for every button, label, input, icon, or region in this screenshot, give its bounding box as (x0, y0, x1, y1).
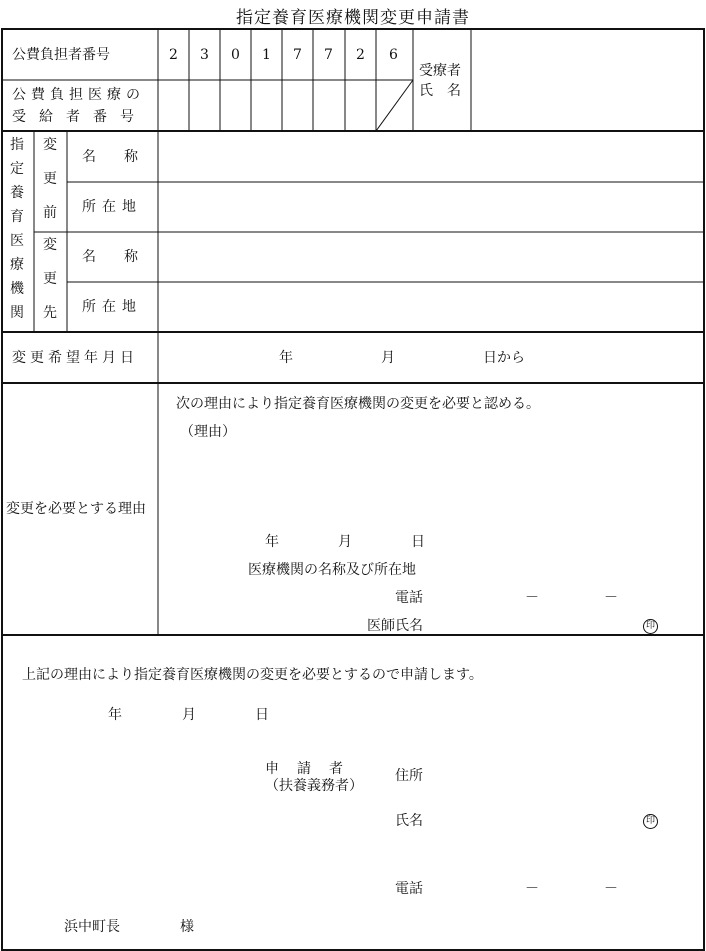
reason-intro: 次の理由により指定養育医療機関の変更を必要と認める。 (176, 396, 540, 412)
digit-1: 2 (169, 47, 178, 63)
reason-phone-dash-2: － (604, 590, 618, 606)
before-name-label: 名 称 (82, 149, 138, 165)
reason-phone-dash-1: － (525, 590, 539, 606)
application-year: 年 (108, 707, 122, 723)
reason-day: 日 (411, 534, 425, 550)
after-address-label: 所在地 (82, 299, 142, 315)
addressee: 浜中町長 (64, 919, 120, 935)
page-title: 指定養育医療機関変更申請書 (236, 8, 470, 28)
honorific: 様 (180, 919, 194, 935)
after-name-label: 名 称 (82, 249, 138, 265)
reason-year: 年 (265, 534, 279, 550)
reason-label: 変更を必要とする理由 (6, 501, 146, 517)
patient-label-2: 氏 名 (419, 83, 461, 99)
digit-7: 2 (356, 47, 365, 63)
before-address-field[interactable] (160, 183, 702, 231)
reason-phone-label: 電話 (395, 590, 423, 606)
digit-6: 7 (324, 47, 333, 63)
applicant-label: 申 請 者 (265, 761, 345, 777)
applicant-address-label: 住所 (395, 768, 423, 784)
after-address-field[interactable] (160, 283, 702, 331)
applicant-address-field[interactable] (430, 762, 690, 790)
desired-date-label: 変更希望年月日 (12, 350, 138, 366)
applicant-name-label: 氏名 (395, 813, 423, 829)
reason-paren: （理由） (180, 424, 236, 440)
before-address-label: 所在地 (82, 199, 142, 215)
reason-month: 月 (338, 534, 352, 550)
digit-3: 0 (231, 47, 240, 63)
after-change-vertical-label: 変 更 先 (43, 237, 57, 321)
applicant-seal-icon: 印 (643, 814, 658, 829)
application-month: 月 (182, 707, 196, 723)
patient-name-field[interactable] (473, 31, 702, 129)
desired-date-year: 年 (279, 350, 293, 366)
application-statement: 上記の理由により指定養育医療機関の変更を必要とするので申請します。 (22, 667, 483, 683)
after-name-field[interactable] (160, 233, 702, 281)
desired-date-month: 月 (381, 350, 395, 366)
designated-institution-vertical-label: 指 定 養 育 医 療 機 関 (10, 137, 24, 321)
public-payer-number-label: 公費負担者番号 (12, 47, 110, 63)
doctor-name-label: 医師氏名 (367, 618, 423, 634)
desired-date-field[interactable] (160, 334, 702, 381)
before-name-field[interactable] (160, 133, 702, 181)
doctor-seal-icon: 印 (643, 619, 658, 634)
applicant-phone-dash-1: － (525, 881, 539, 897)
digit-5: 7 (293, 47, 302, 63)
applicant-phone-dash-2: － (604, 881, 618, 897)
institution-name-address-label: 医療機関の名称及び所在地 (248, 562, 416, 578)
digit-4: 1 (262, 47, 271, 63)
application-day: 日 (255, 707, 269, 723)
reason-text-field[interactable] (176, 446, 696, 522)
desired-date-from: 日から (483, 350, 525, 366)
applicant-phone-label: 電話 (395, 881, 423, 897)
applicant-name-field[interactable] (430, 807, 630, 835)
recipient-number-label-1: 公費負担医療の (12, 87, 145, 103)
guardian-label: （扶養義務者） (265, 778, 363, 794)
digit-2: 3 (200, 47, 209, 63)
before-change-vertical-label: 変 更 前 (43, 137, 57, 221)
recipient-number-label-2: 受給者番号 (12, 109, 147, 125)
patient-label-1: 受療者 (419, 63, 461, 79)
digit-8: 6 (389, 47, 398, 63)
